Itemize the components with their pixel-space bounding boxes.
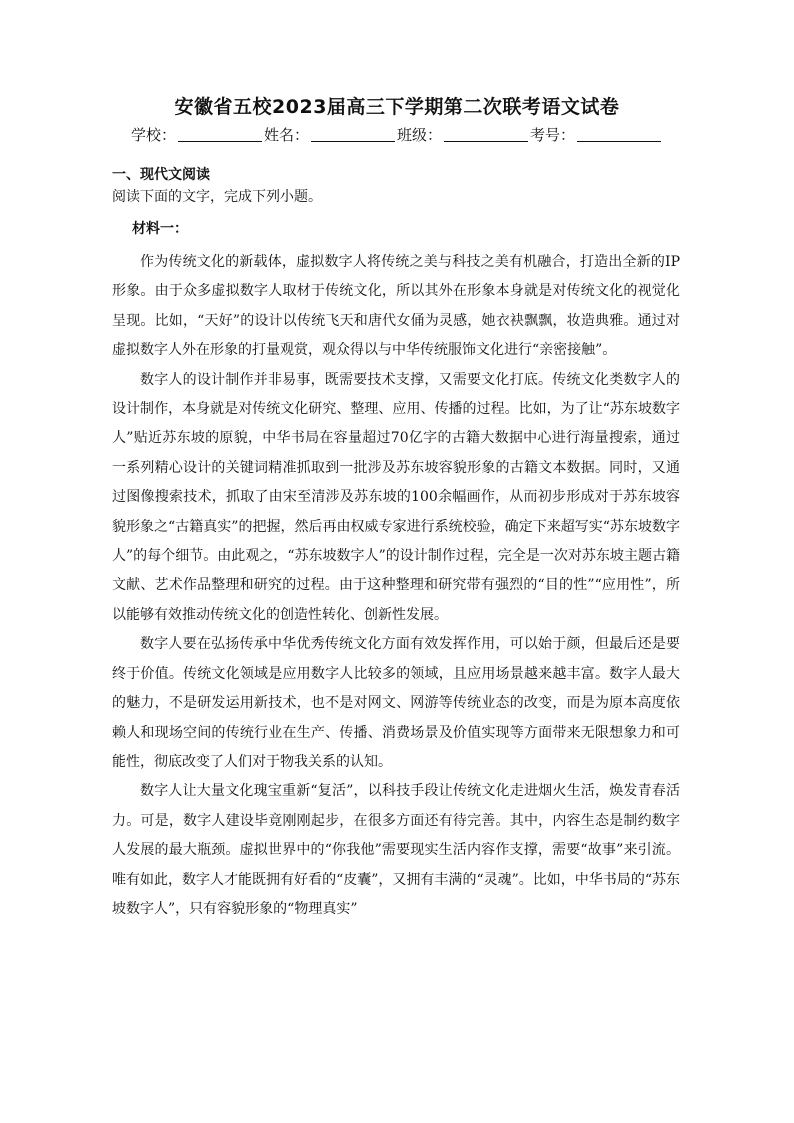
exam-no-blank[interactable] bbox=[577, 127, 661, 142]
class-label: 班级： bbox=[397, 126, 443, 144]
name-blank[interactable] bbox=[311, 127, 395, 142]
exam-title: 安徽省五校2023届高三下学期第二次联考语文试卷 bbox=[174, 96, 620, 118]
school-blank[interactable] bbox=[178, 127, 262, 142]
reading-passage bbox=[112, 248, 680, 924]
section-instruction: 阅读下面的文字，完成下列小题。 bbox=[112, 189, 322, 205]
paragraph: 数字人让大量文化瑰宝重新“复活”，以科技手段让传统文化走进烟火生活，焕发青春活力。可是，数字人建设毕竟刚刚起步，在很多方面还有待完善。其中，内容生态是制约数字人发展的最大瓶颈。虚拟世界中的“你我他”需要现实生活内容作支撑，需要“故事”来引流。唯有如此，数字人才能既拥有好看的“皮囊”，又拥有丰满的“灵魂”。比如，中华书局的“苏东坡数字人”，只有容貌形象的“物理真实” bbox=[112, 783, 680, 917]
class-blank[interactable] bbox=[444, 127, 528, 142]
exam-no-label: 考号： bbox=[530, 126, 576, 144]
paragraph: 数字人要在弘扬传承中华优秀传统文化方面有效发挥作用，可以始于颜，但最后还是要终于价值。传统文化领域是应用数字人比较多的领域，且应用场景越来越丰富。数字人最大的魅力，不是研发运用新技术，也不是对网文、网游等传统业态的改变，而是为原本高度依赖人和现场空间的传统行业在生产、传播、消费场景及价值实现等方面带来无限想象力和可能性，彻底改变了人们对于物我关系的认知。 bbox=[112, 636, 680, 770]
paragraph: 作为传统文化的新载体，虚拟数字人将传统之美与科技之美有机融合，打造出全新的IP形象。由于众多虚拟数字人取材于传统文化，所以其外在形象本身就是对传统文化的视觉化呈现。比如，“天好”的设计以传统飞天和唐代女俑为灵感，她衣袂飘飘，妆造典雅。通过对虚拟数字人外在形象的打量观赏，观众得以与中华传统服饰文化进行“亲密接触”。 bbox=[112, 254, 680, 359]
student-info-line bbox=[0, 124, 794, 145]
section-heading: 一、现代文阅读 bbox=[112, 167, 210, 183]
school-label: 学校： bbox=[130, 126, 176, 144]
material-label: 材料一： bbox=[132, 221, 188, 237]
name-label: 姓名： bbox=[263, 126, 309, 144]
paragraph: 数字人的设计制作并非易事，既需要技术支撑，又需要文化打底。传统文化类数字人的设计制作，本身就是对传统文化研究、整理、应用、传播的过程。比如，为了让“苏东坡数字人”贴近苏东坡的原貌，中华书局在容量超过70亿字的古籍大数据中心进行海量搜索，通过一系列精心设计的关键词精准抓取到一批涉及苏东坡容貌形象的古籍文本数据。同时，又通过图像搜索技术，抓取了由宋至清涉及苏东坡的100余幅画作，从而初步形成对于苏东坡容貌形象之“古籍真实”的把握，然后再由权威专家进行系统校验，确定下来超写实“苏东坡数字人”的每个细节。由此观之，“苏东坡数字人”的设计制作过程，完全是一次对苏东坡主题古籍文献、艺术作品整理和研究的过程。由于这种整理和研究带有强烈的“目的性”“应用性”，所以能够有效推动传统文化的创造性转化、创新性发展。 bbox=[112, 371, 680, 623]
